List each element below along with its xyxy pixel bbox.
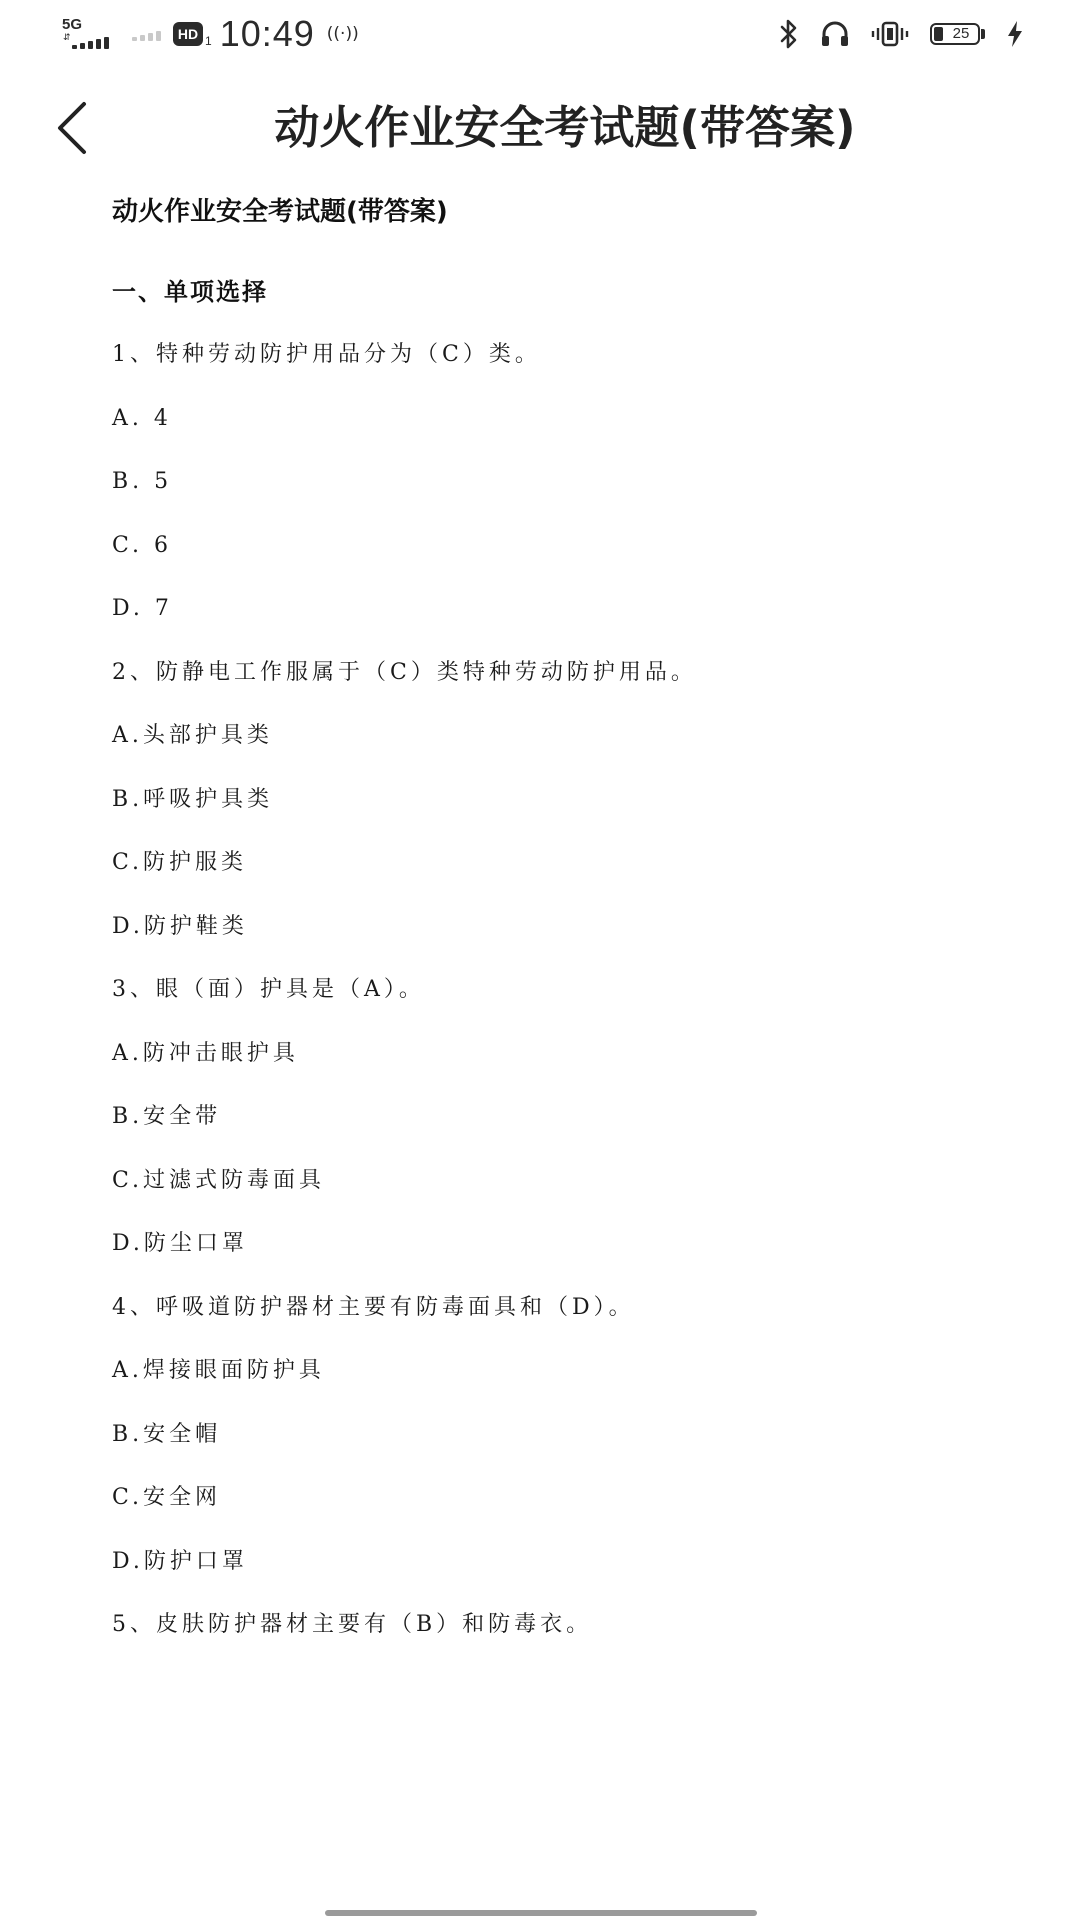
title-bar — [0, 80, 1080, 176]
option-line: A.防冲击眼护具 — [112, 1040, 299, 1066]
question-5: 5、皮肤防护器材主要有（B）和防毒衣。 — [112, 1612, 593, 1637]
signal-strength-icon — [72, 37, 109, 49]
option-line: A.头部护具类 — [112, 723, 273, 748]
vibrate-icon — [870, 20, 910, 48]
battery-icon — [930, 22, 986, 46]
page-title: 动火作业安全考试题(带答案) — [274, 101, 856, 154]
status-time: 10:49 — [219, 13, 315, 54]
option-line: C. 6 — [112, 532, 173, 558]
option-line: D.防护口罩 — [112, 1548, 248, 1574]
status-bar-right — [778, 14, 1024, 54]
option-line: B.呼吸护具类 — [112, 786, 274, 812]
question-1: 1、特种劳动防护用品分为（C）类。 — [112, 342, 541, 367]
chevron-left-icon — [52, 100, 92, 156]
hotspot-icon: ((·)) — [326, 24, 359, 44]
network-type-label: 5G — [62, 16, 83, 33]
option-line: D.防尘口罩 — [112, 1231, 248, 1256]
question-2: 2、防静电工作服属于（C）类特种劳动防护用品。 — [112, 659, 697, 685]
section-heading: 一、单项选择 — [112, 278, 268, 306]
document-body — [112, 188, 1012, 1649]
headphones-icon — [820, 20, 850, 48]
option-line: D.防护鞋类 — [112, 913, 248, 939]
status-bar-left — [62, 14, 359, 54]
status-bar — [0, 0, 1080, 64]
home-indicator[interactable] — [325, 1910, 757, 1916]
hd-badge: HD — [173, 22, 203, 46]
secondary-signal-icon — [132, 27, 161, 41]
network-5g-indicator — [62, 17, 114, 51]
option-line: B.安全带 — [112, 1104, 222, 1129]
option-line: C.安全网 — [112, 1485, 222, 1510]
option-line: A.焊接眼面防护具 — [112, 1358, 325, 1383]
option-line: A. 4 — [112, 405, 172, 431]
bluetooth-icon — [778, 19, 800, 49]
charging-icon — [1006, 20, 1024, 48]
option-line: B. 5 — [112, 469, 173, 494]
document-heading: 动火作业安全考试题(带答案) — [112, 197, 448, 227]
question-3: 3、眼（面）护具是（A）。 — [112, 977, 425, 1002]
data-arrows-icon: ⇵ — [63, 33, 71, 43]
question-4: 4、呼吸道防护器材主要有防毒面具和（D）。 — [112, 1294, 635, 1320]
option-line: D. 7 — [112, 596, 173, 621]
option-line: C.防护服类 — [112, 850, 248, 875]
option-line: B.安全帽 — [112, 1421, 222, 1447]
option-line: C.过滤式防毒面具 — [112, 1167, 326, 1193]
back-button[interactable] — [44, 94, 100, 162]
battery-level: 25 — [952, 25, 970, 42]
hd-sub-label: 1 — [205, 34, 212, 48]
